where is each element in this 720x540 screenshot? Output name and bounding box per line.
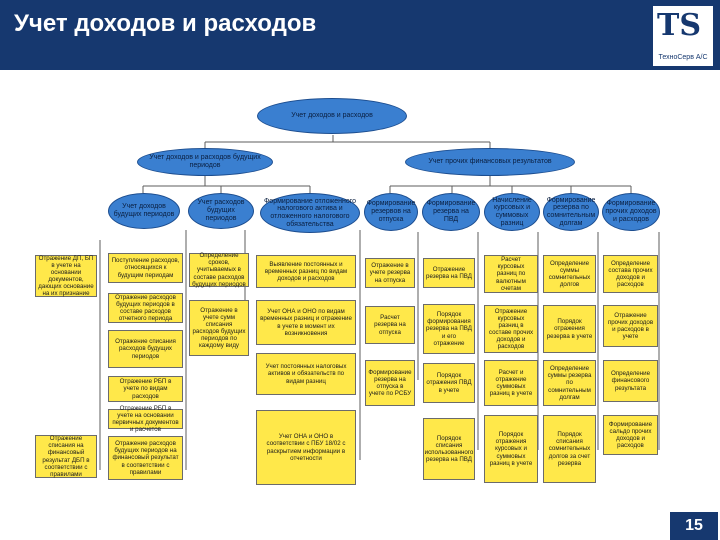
root-node: Учет доходов и расходов xyxy=(257,98,407,134)
page-title: Учет доходов и расходов xyxy=(14,10,317,37)
step-box: Определение финансового результата xyxy=(603,360,658,402)
step-box: Отражение в учете сумм списания расходов будущих периодов по каждому виду xyxy=(189,300,249,356)
step-box: Отражение ДП, БП в учете на основании документов, дающих основание на их признание xyxy=(35,255,97,297)
step-box: Определение суммы сомнительных долгов xyxy=(543,255,596,293)
step-box: Расчет курсовых разниц по валютным счетам xyxy=(484,255,538,293)
step-box: Отражение списания на финансовый результат ДБП в соответствии с правилами xyxy=(35,435,97,478)
step-box: Отражение курсовых разниц в составе прочих доходов и расходов xyxy=(484,305,538,353)
step-box: Порядок списания сомнительных долгов за счет резерва xyxy=(543,415,596,483)
step-box: Порядок отражения резерва в учете xyxy=(543,305,596,353)
logo-text: ТехноСерв А/С xyxy=(658,54,708,61)
step-box: Отражение РБП в учете по видам расходов xyxy=(108,376,183,402)
process-node: Учет доходов будущих периодов xyxy=(108,193,180,229)
step-box: Отражение РБП в учете на основании первичных документов и расчетов xyxy=(108,409,183,429)
step-box: Отражение резерва на ПВД xyxy=(423,258,475,288)
step-box: Определение суммы резерва по сомнительным долгам xyxy=(543,360,596,406)
step-box: Формирование сальдо прочих доходов и расходов xyxy=(603,415,658,455)
step-box: Учет ОНА и ОНО по видам временных разниц и отражение в учете в момент их возникновения xyxy=(256,300,356,345)
step-box: Поступление расходов, относящихся к будущим периодам xyxy=(108,253,183,283)
step-box: Отражение списания расходов будущих периодов xyxy=(108,330,183,368)
step-box: Выявление постоянных и временных разниц по видам доходов и расходов xyxy=(256,255,356,288)
step-box: Расчет резерва на отпуска xyxy=(365,306,415,344)
logo-mark: TS xyxy=(657,8,701,43)
step-box: Расчет и отражение суммовых разниц в учете xyxy=(484,360,538,406)
step-box: Учет ОНА и ОНО в соответствии с ПБУ 18/02 с раскрытием информации в отчетности xyxy=(256,410,356,485)
step-box: Порядок отражения ПВД в учете xyxy=(423,363,475,403)
step-box: Порядок формирования резерва на ПВД и его отражение xyxy=(423,304,475,354)
group-node-other-results: Учет прочих финансовых результатов xyxy=(405,148,575,176)
step-box: Отражение в учете резерва на отпуска xyxy=(365,258,415,288)
process-node: Формирование резерва по сомнительным долгам xyxy=(543,193,599,231)
step-box: Определение сроков, учитываемых в составе расходов будущих периодов xyxy=(189,253,249,287)
step-box: Формирование резерва на отпуска в учете по РСБУ xyxy=(365,360,415,406)
process-node: Формирование прочих доходов и расходов xyxy=(602,193,660,231)
step-box: Определение состава прочих доходов и расходов xyxy=(603,255,658,293)
step-box: Отражение расходов будущих периодов на финансовый результат в соответствии с правилами xyxy=(108,436,183,480)
process-node: Формирование отложенного налогового актива и отложенного налогового обязательства xyxy=(260,193,360,233)
process-node: Формирование резервов на отпуска xyxy=(364,193,418,231)
process-node: Начисление курсовых и суммовых разниц xyxy=(484,193,540,231)
group-node-future-periods: Учет доходов и расходов будущих периодов xyxy=(137,148,273,176)
step-box: Порядок отражения курсовых и суммовых разниц в учете xyxy=(484,415,538,483)
step-box: Порядок списания использованного резерва на ПВД xyxy=(423,418,475,480)
step-box: Учет постоянных налоговых активов и обязательств по видам разниц xyxy=(256,353,356,395)
process-node: Формирование резерва на ПВД xyxy=(422,193,480,231)
step-box: Отражение расходов будущих периодов в составе расходов отчетного периода xyxy=(108,293,183,323)
step-box: Отражение прочих доходов и расходов в учете xyxy=(603,305,658,347)
page-number: 15 xyxy=(670,512,718,540)
process-node: Учет расходов будущих периодов xyxy=(188,193,254,229)
